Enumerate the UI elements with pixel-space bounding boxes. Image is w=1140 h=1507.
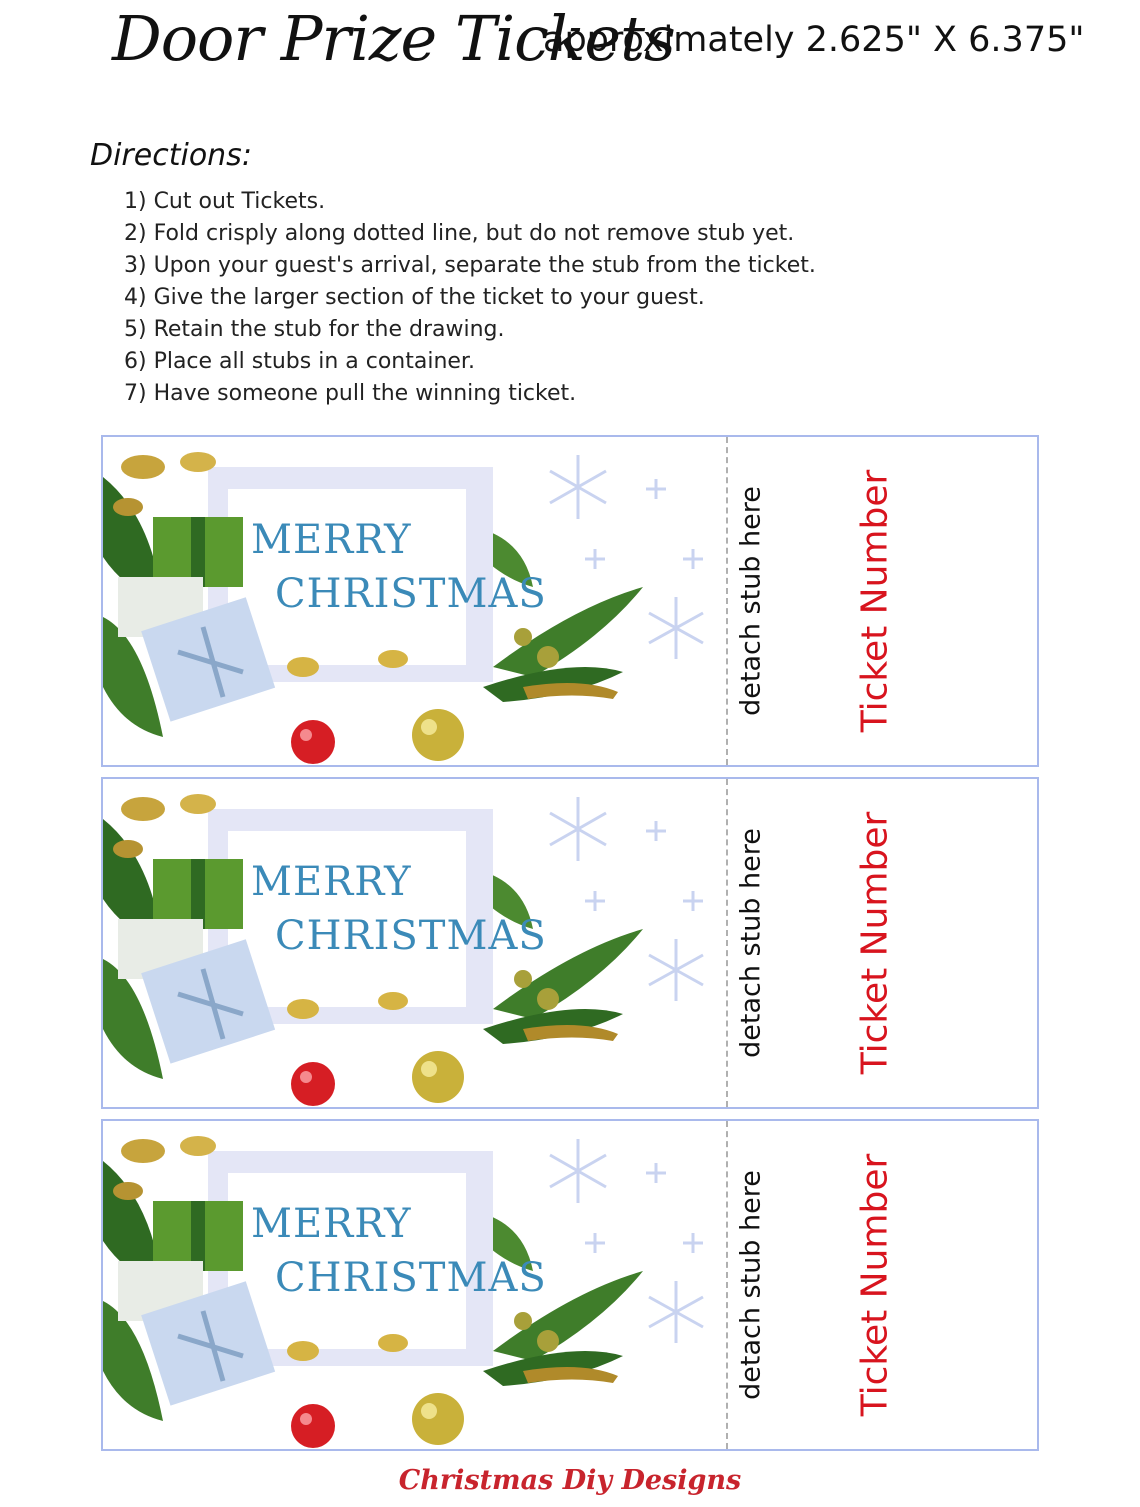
directions-heading: Directions: [90, 138, 252, 173]
detach-stub-label: detach stub here [735, 486, 767, 716]
ticket-number-label: Ticket Number [854, 469, 896, 733]
ticket-number-label: Ticket Number [854, 811, 896, 1075]
greeting-line-1: MERRY [251, 859, 412, 905]
greeting-line-2: CHRISTMAS [275, 571, 547, 617]
direction-step: 1) Cut out Tickets. [124, 189, 326, 214]
page-title: Door Prize Tickets [112, 2, 675, 75]
greeting-line-2: CHRISTMAS [275, 1255, 547, 1301]
perforation-line [726, 1121, 728, 1449]
ticket-3 [101, 1119, 1039, 1451]
direction-step: 4) Give the larger section of the ticket to your guest. [124, 285, 705, 310]
direction-step: 3) Upon your guest's arrival, separate the stub from the ticket. [124, 253, 816, 278]
greeting-line-1: MERRY [251, 1201, 412, 1247]
detach-stub-label: detach stub here [735, 828, 767, 1058]
direction-step: 5) Retain the stub for the drawing. [124, 317, 505, 342]
greeting-line-2: CHRISTMAS [275, 913, 547, 959]
greeting-line-1: MERRY [251, 517, 412, 563]
directions-list [124, 186, 816, 410]
perforation-line [726, 437, 728, 765]
ticket-size-note: approximately 2.625" X 6.375" [543, 20, 1085, 60]
direction-step: 2) Fold crisply along dotted line, but do not remove stub yet. [124, 221, 795, 246]
ticket-number-label: Ticket Number [854, 1153, 896, 1417]
brand-signature: Christmas Diy Designs [398, 1465, 742, 1496]
ticket-1 [101, 435, 1039, 767]
perforation-line [726, 779, 728, 1107]
detach-stub-label: detach stub here [735, 1170, 767, 1400]
ticket-2 [101, 777, 1039, 1109]
direction-step: 7) Have someone pull the winning ticket. [124, 381, 577, 406]
direction-step: 6) Place all stubs in a container. [124, 349, 475, 374]
